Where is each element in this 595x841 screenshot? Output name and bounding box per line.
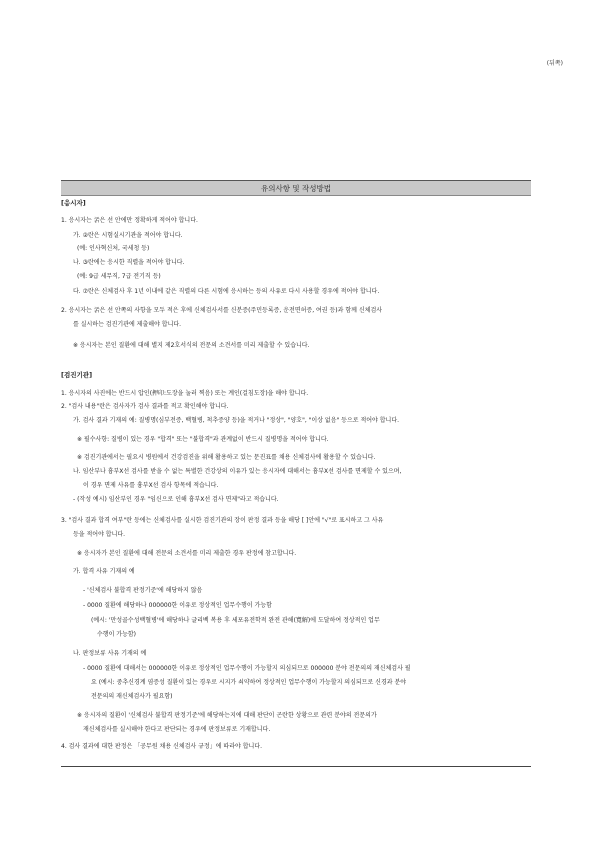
instruction-line: 나. ③란에는 응시한 직렬을 적어야 합니다. <box>73 259 185 266</box>
instruction-line: 나. 임산부나 흉부X선 검사를 받을 수 없는 특별한 건강상의 이유가 있는 응시자에 대해서는 흉부X선 검사를 면제할 수 있으며, <box>73 468 402 475</box>
instruction-line: 1. 응시자는 굵은 선 안에만 정확하게 적어야 합니다. <box>61 217 198 224</box>
section-heading: [검진기관] <box>61 371 93 379</box>
instruction-line: - (작성 예시) 임산부인 경우 "임신으로 인해 흉부X선 검사 면제"라고 적습니다. <box>73 496 279 503</box>
instruction-line: ※ 응시자는 본인 질환에 대해 별지 제2호서식의 전문의 소견서를 미리 제출할 수 있습니다. <box>73 342 310 349</box>
instruction-line: 나. 판정보류 사유 기재의 예 <box>73 650 147 657</box>
instruction-line: - 0000 질환에 대해서는 000000한 이유로 정상적인 업무수행이 가능할지 의심되므로 000000 분야 전문의의 재신체검사 필 <box>83 665 411 672</box>
instruction-line: 다. ⑦란은 신체검사 후 1년 이내에 같은 직렬의 다른 시험에 응시하는 등의 사유로 다시 사용할 경우에 적어야 합니다. <box>73 288 380 295</box>
instruction-line: 4. 검사 결과에 대한 판정은 「공무원 채용 신체검사 규정」에 따라야 합니다. <box>61 743 262 750</box>
instruction-line: ※ 응시자의 질환이 '신체검사 불합격 판정기준'에 해당하는지에 대해 판단이 곤란한 상황으로 관련 분야의 전문의가 <box>77 712 377 719</box>
instruction-line: 요 (예시: 중추신경계 염증성 질환이 있는 경우로 시지가 쇠약하여 정상적인 업무수행이 가능할지 의심되므로 신경과 분야 <box>91 679 407 686</box>
instruction-line: 를 실시하는 검진기관에 제출해야 합니다. <box>73 321 182 328</box>
instruction-line: - '신체검사 불합격 판정기준'에 해당하지 않음 <box>83 587 203 594</box>
instruction-line: ※ 필수사항: 질병이 있는 경우 "합격" 또는 "불합격"과 관계없이 반드시 질병명을 적어야 합니다. <box>77 436 329 443</box>
instruction-line: (예: 인사혁신처, 국세청 등) <box>77 245 150 252</box>
instruction-line: - 0000 질환에 해당하나 000000한 이유로 정상적인 업무수행이 가능함 <box>83 602 272 609</box>
section-title: 유의사항 및 작성방법 <box>61 180 531 196</box>
instruction-line: ※ 검진기관에서는 필요시 병원에서 건강검진을 위해 활용하고 있는 문진표를 채용 신체검사에 활용할 수 있습니다. <box>77 454 376 461</box>
instruction-line: (예: 9급 세무직, 7급 전기직 등) <box>77 273 161 280</box>
instruction-line: 1. 응시자의 사진에는 반드시 압인(押印:도장을 눌러 찍음) 또는 계인(걸침도장)을 해야 합니다. <box>61 390 309 397</box>
instruction-line: 3. "검사 결과 합격 여부"란 등에는 신체검사를 실시한 검진기관의 장이 판정 결과 등을 해당 [ ]안에 "√"로 표시하고 그 사유 <box>61 517 384 524</box>
instruction-line: 2. "검사 내용"란은 검사자가 검사 결과를 적고 확인해야 합니다. <box>61 403 229 410</box>
instruction-line: 가. ②란은 시험실시기관을 적어야 합니다. <box>73 232 183 239</box>
instruction-line: 가. 합격 사유 기재의 예 <box>73 568 135 575</box>
section-heading: [응시자] <box>61 199 86 207</box>
instruction-line: 재신체검사를 실시해야 한다고 판단되는 경우에 판정보류로 기재합니다. <box>83 726 271 733</box>
bottom-divider <box>61 766 531 767</box>
instruction-line: 전문의의 재신체검사가 필요함) <box>91 693 173 700</box>
instruction-line: 등을 적어야 합니다. <box>73 531 126 538</box>
instruction-line: 이 경우 면제 사유를 흉부X선 검사 항목에 적습니다. <box>83 482 219 489</box>
instruction-line: 가. 검사 결과 기재의 예: 질병명(심부전증, 백혈병, 척추증양 등)을 적거나 "정상", "양호", "이상 없음" 등으로 적어야 합니다. <box>73 417 400 424</box>
page-side-label: (뒤쪽) <box>546 60 563 67</box>
instruction-line: 수행이 가능함) <box>97 631 137 638</box>
instruction-line: (예시: '만성골수성백혈병'에 해당하나 글리벡 복용 후 세포유전학적 완전 관해(寬解)에 도달하여 정상적인 업무 <box>91 617 380 624</box>
instruction-line: ※ 응시자가 본인 질환에 대해 전문의 소견서를 미리 제출한 경우 판정에 참고합니다. <box>77 550 297 557</box>
instruction-line: 2. 응시자는 굵은 선 안쪽의 사항을 모두 적은 후에 신체검사서를 신분증(주민등록증, 운전면허증, 여권 등)과 함께 신체검사 <box>61 307 383 314</box>
